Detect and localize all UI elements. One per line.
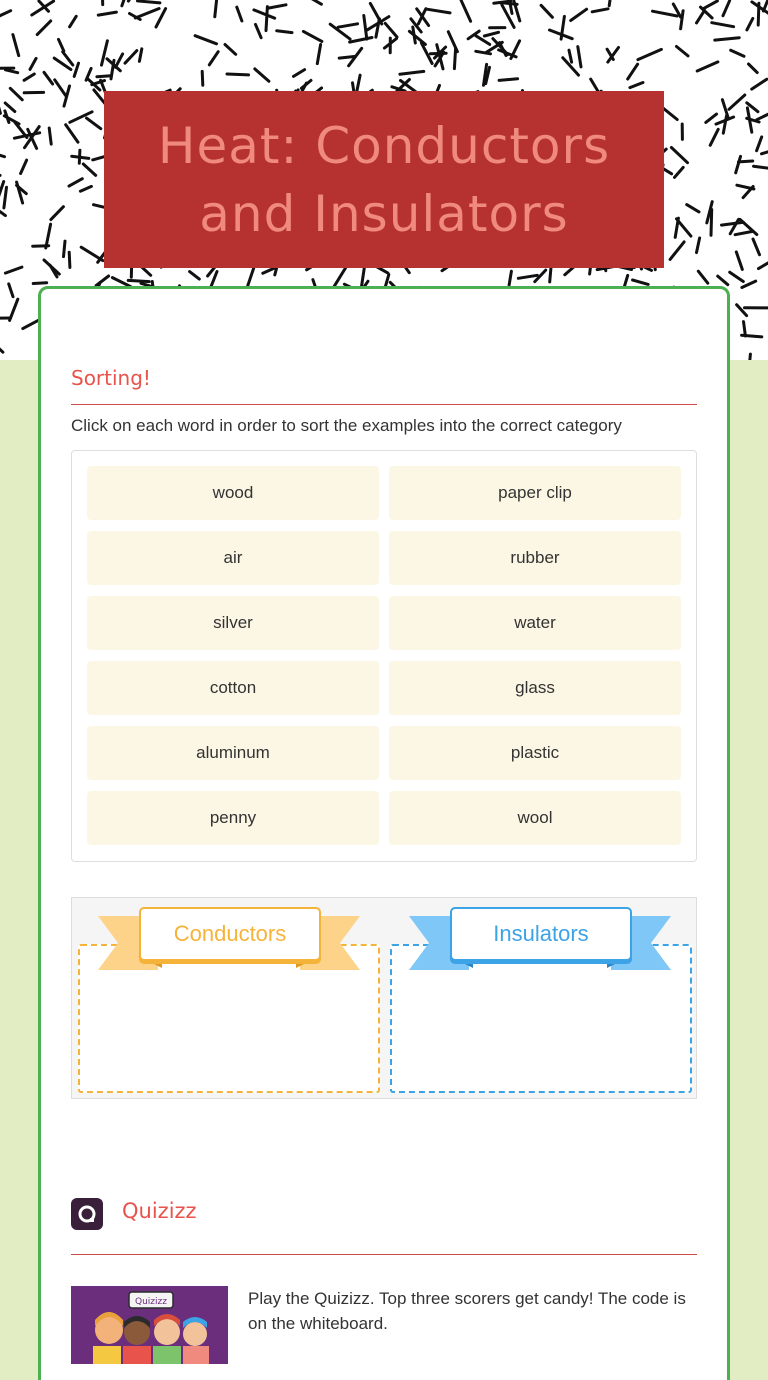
page-title: Heat: Conductors and Insulators — [157, 116, 611, 243]
word-tile-wool[interactable]: wool — [389, 791, 681, 845]
title-banner — [104, 91, 664, 268]
word-tile-air[interactable]: air — [87, 531, 379, 585]
sorting-instructions: Click on each word in order to sort the examples into the correct category — [71, 416, 622, 435]
sorting-bins — [71, 897, 697, 1099]
promo-sign-text: Quizizz — [135, 1297, 167, 1307]
quizizz-promo-image[interactable] — [71, 1286, 228, 1364]
word-tile-rubber[interactable]: rubber — [389, 531, 681, 585]
word-tile-silver[interactable]: silver — [87, 596, 379, 650]
sorting-heading: Sorting! — [71, 366, 151, 390]
word-tile-plastic[interactable]: plastic — [389, 726, 681, 780]
insulators-category-label: Insulators — [450, 907, 632, 961]
word-tile-wood[interactable]: wood — [87, 466, 379, 520]
sorting-section-header — [71, 366, 697, 405]
word-tile-paper-clip[interactable]: paper clip — [389, 466, 681, 520]
word-tile-aluminum[interactable]: aluminum — [87, 726, 379, 780]
word-tile-glass[interactable]: glass — [389, 661, 681, 715]
quizizz-heading: Quizizz — [122, 1199, 197, 1223]
word-tile-water[interactable]: water — [389, 596, 681, 650]
quizizz-logo-icon — [71, 1198, 103, 1230]
word-bank — [71, 450, 697, 862]
word-tile-cotton[interactable]: cotton — [87, 661, 379, 715]
quizizz-divider — [71, 1254, 697, 1255]
quizizz-description: Play the Quizizz. Top three scorers get candy! The code is on the whiteboard. — [248, 1289, 686, 1333]
conductors-category-label: Conductors — [139, 907, 321, 961]
word-tile-penny[interactable]: penny — [87, 791, 379, 845]
